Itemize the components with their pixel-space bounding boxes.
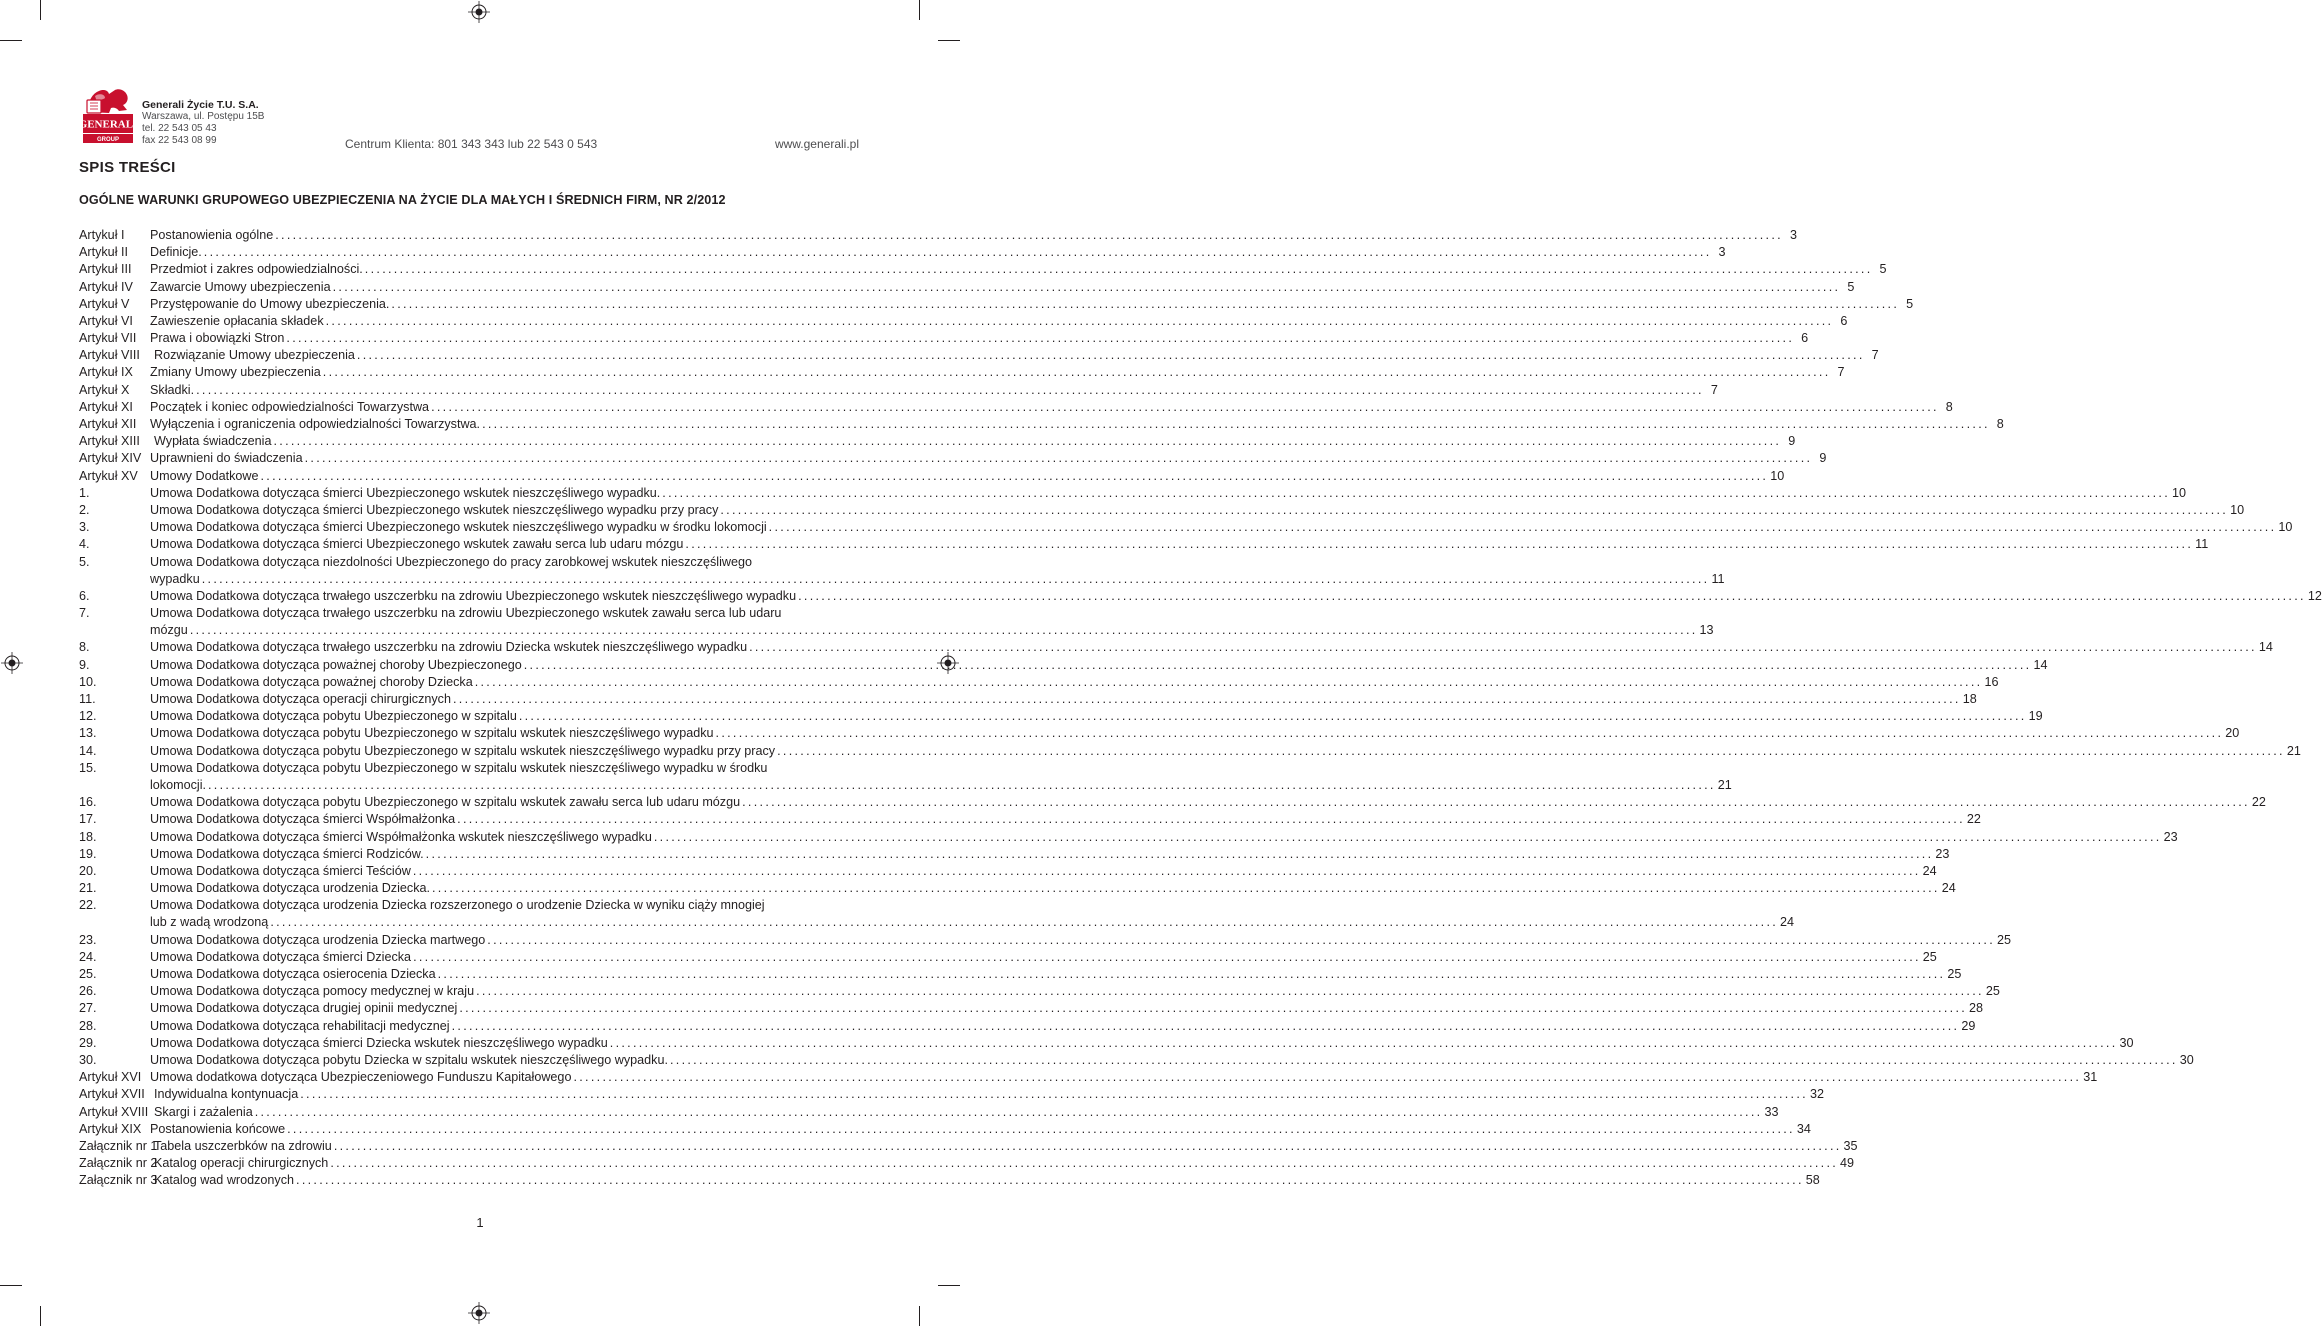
toc-entry-title: Umowa dodatkowa dotycząca Ubezpieczeniowego Funduszu Kapitałowego <box>150 1070 572 1085</box>
toc-entry-page: 11 <box>2195 537 2209 552</box>
toc-entry-number: Załącznik nr 1 <box>79 1138 158 1153</box>
toc-dot-leader: .................................................................................................................................................................................................................................................................... <box>364 262 1873 277</box>
toc-entry-title: Umowa Dodatkowa dotycząca pobytu Ubezpieczonego w szpitalu wskutek nieszczęśliwego wypadku <box>150 726 714 741</box>
toc-entry-page: 16 <box>1984 674 1999 689</box>
toc-entry-title: Umowa Dodatkowa dotycząca śmierci Ubezpieczonego wskutek nieszczęśliwego wypadku. <box>150 485 661 500</box>
toc-dot-leader: .................................................................................................................................................................................................................................................................... <box>432 881 1940 896</box>
toc-dot-leader: .................................................................................................................................................................................................................................................................... <box>296 1173 1804 1188</box>
toc-dot-leader: .................................................................................................................................................................................................................................................................... <box>487 932 1996 947</box>
page-header <box>79 86 859 156</box>
toc-entry-page: 11 <box>1711 571 1725 586</box>
toc-entry[interactable] <box>79 708 2043 725</box>
toc-entry-number: 28. <box>79 1018 97 1033</box>
toc-entry-page: 3 <box>1789 227 1797 242</box>
toc-entry-number: 27. <box>79 1001 97 1016</box>
toc-entry-page: 18 <box>1962 692 1977 707</box>
toc-entry-page: 10 <box>1770 468 1785 483</box>
toc-entry-number: 19. <box>79 846 97 861</box>
toc-entry[interactable] <box>79 347 1879 364</box>
toc-entry-page: 13 <box>1699 623 1714 638</box>
toc-dot-leader: .................................................................................................................................................................................................................................................................... <box>254 1104 1763 1119</box>
toc-dot-leader: .................................................................................................................................................................................................................................................................... <box>196 382 1704 397</box>
toc-entry-number: 9. <box>79 657 90 672</box>
toc-entry-title: Umowa Dodatkowa dotycząca urodzenia Dziecka rozszerzonego o urodzenie Dziecka w wyniku ciąży mnogiej <box>150 898 765 913</box>
toc-entry[interactable] <box>79 485 2187 502</box>
toc-entry-title: Definicje. <box>150 245 202 260</box>
toc-entry-heading[interactable] <box>79 605 859 622</box>
toc-entry-heading[interactable] <box>79 897 859 914</box>
toc-entry-title: Prawa i obowiązki Stron <box>150 331 285 346</box>
toc-dot-leader: .................................................................................................................................................................................................................................................................... <box>474 674 1983 689</box>
toc-entry-number: Artykuł I <box>79 227 125 242</box>
toc-entry[interactable] <box>79 640 2273 657</box>
toc-entry-title: Przedmiot i zakres odpowiedzialności. <box>150 262 363 277</box>
toc-entry-page: 10 <box>2172 485 2187 500</box>
section-title: SPIS TREŚCI <box>79 159 176 176</box>
toc-entry-number: 10. <box>79 674 97 689</box>
toc-entry-number: Artykuł XV <box>79 468 138 483</box>
toc-entry[interactable] <box>79 399 1953 416</box>
toc-entry[interactable] <box>79 536 2209 553</box>
toc-entry[interactable] <box>79 296 1914 313</box>
toc-entry[interactable] <box>79 450 1827 467</box>
toc-entry-title: Umowa Dodatkowa dotycząca pomocy medycznej w kraju <box>150 984 475 999</box>
toc-entry-number: 29. <box>79 1035 97 1050</box>
toc-entry-title: Zawarcie Umowy ubezpieczenia <box>150 279 331 294</box>
toc-entry-title: Umowa Dodatkowa dotycząca urodzenia Dziecka. <box>150 881 430 896</box>
company-name: Generali Życie T.U. S.A. <box>142 99 259 111</box>
toc-entry-title: Katalog operacji chirurgicznych <box>154 1156 329 1171</box>
website-link[interactable]: www.generali.pl <box>774 137 859 151</box>
toc-entry[interactable] <box>79 1121 1811 1138</box>
toc-entry-title: Umowa Dodatkowa dotycząca poważnej choroby Dziecka <box>150 674 473 689</box>
toc-entry-number: Artykuł XIV <box>79 451 142 466</box>
toc-entry-number: 12. <box>79 709 97 724</box>
toc-entry-page: 24 <box>1780 915 1795 930</box>
toc-entry-number: 13. <box>79 726 97 741</box>
toc-entry-page: 25 <box>1947 967 1962 982</box>
toc-entry-number: 17. <box>79 812 97 827</box>
registration-mark-top <box>468 1 490 23</box>
toc-entry-page: 32 <box>1809 1087 1824 1102</box>
toc-entry-title: lokomocji. <box>150 777 206 792</box>
toc-entry-title: Zawieszenie opłacania składek <box>150 313 324 328</box>
toc-entry[interactable] <box>79 657 2048 674</box>
toc-entry-page: 25 <box>1922 949 1937 964</box>
toc-entry-title: Umowa Dodatkowa dotycząca śmierci Współmałżonka <box>150 812 456 827</box>
toc-entry-number: 15. <box>79 760 97 775</box>
toc-entry-number: 1. <box>79 485 90 500</box>
toc-entry-number: 23. <box>79 932 97 947</box>
toc-entry-page: 30 <box>2179 1052 2194 1067</box>
toc-entry-title: Umowa Dodatkowa dotycząca pobytu Dziecka w szpitalu wskutek nieszczęśliwego wypadku. <box>150 1052 668 1067</box>
toc-entry[interactable] <box>79 382 1718 399</box>
toc-entry-page: 21 <box>2286 743 2301 758</box>
toc-entry-page: 7 <box>1710 382 1718 397</box>
logo-subtext: GROUP <box>96 137 120 143</box>
toc-entry-title: Umowa Dodatkowa dotycząca niezdolności Ubezpieczonego do pracy zarobkowej wskutek nieszczęśliwego <box>150 554 753 569</box>
toc-entry-number: Artykuł VI <box>79 313 133 328</box>
toc-entry-page: 23 <box>1935 846 1950 861</box>
toc-entry-number: 25. <box>79 967 97 982</box>
toc-entry-title: Indywidualna kontynuacja <box>154 1087 299 1102</box>
toc-entry[interactable] <box>79 313 1848 330</box>
toc-entry-title: Umowa Dodatkowa dotycząca drugiej opinii medycznej <box>150 1001 458 1016</box>
company-tel: tel. 22 543 05 43 <box>142 123 217 134</box>
toc-entry-title: Umowa Dodatkowa dotycząca śmierci Teściów <box>150 863 411 878</box>
toc-entry-title: mózgu <box>150 623 188 638</box>
crop-mark <box>40 1306 41 1326</box>
toc-entry-number: Artykuł II <box>79 245 128 260</box>
toc-dot-leader: .................................................................................................................................................................................................................................................................... <box>412 863 1921 878</box>
toc-entry-title: Umowy Dodatkowe <box>150 468 259 483</box>
toc-entry[interactable] <box>79 1086 1824 1103</box>
toc-entry-number: 4. <box>79 537 90 552</box>
toc-dot-leader: .................................................................................................................................................................................................................................................................... <box>287 1121 1795 1136</box>
toc-dot-leader: .................................................................................................................................................................................................................................................................... <box>777 743 2285 758</box>
toc-dot-leader: .................................................................................................................................................................................................................................................................... <box>523 657 2032 672</box>
crop-mark <box>0 40 22 41</box>
toc-dot-leader: .................................................................................................................................................................................................................................................................... <box>332 279 1841 294</box>
toc-entry[interactable] <box>79 1000 1984 1017</box>
toc-dot-leader: .................................................................................................................................................................................................................................................................... <box>391 296 1900 311</box>
toc-dot-leader: .................................................................................................................................................................................................................................................................... <box>300 1087 1808 1102</box>
toc-entry-number: 30. <box>79 1052 97 1067</box>
toc-entry-number: Artykuł X <box>79 382 130 397</box>
toc-dot-leader: .................................................................................................................................................................................................................................................................... <box>304 451 1813 466</box>
toc-entry[interactable] <box>79 880 1956 897</box>
toc-entry[interactable] <box>79 1069 2098 1086</box>
toc-entry-page: 8 <box>1996 417 2004 432</box>
toc-dot-leader: .................................................................................................................................................................................................................................................................... <box>669 1052 2178 1067</box>
toc-dot-leader: .................................................................................................................................................................................................................................................................... <box>437 967 1946 982</box>
toc-entry-number: 21. <box>79 881 97 896</box>
toc-entry-title: Umowa Dodatkowa dotycząca śmierci Ubezpieczonego wskutek nieszczęśliwego wypadku w środku lokomocji <box>150 520 767 535</box>
toc-entry-page: 10 <box>2230 502 2245 517</box>
toc-entry[interactable] <box>79 330 1809 347</box>
toc-entry-number: Artykuł VIII <box>79 348 140 363</box>
toc-entry-title: Umowa Dodatkowa dotycząca śmierci Dziecka <box>150 949 412 964</box>
toc-entry-title: Umowa Dodatkowa dotycząca rehabilitacji medycznej <box>150 1018 450 1033</box>
toc-entry-title: Umowa Dodatkowa dotycząca trwałego uszczerbku na zdrowiu Dziecka wskutek nieszczęśliwego wypadku <box>150 640 748 655</box>
toc-entry-page: 28 <box>1969 1001 1984 1016</box>
toc-entry[interactable] <box>79 1018 1976 1035</box>
toc-entry[interactable] <box>79 863 1937 880</box>
toc-entry[interactable] <box>79 588 2322 605</box>
toc-dot-leader: .................................................................................................................................................................................................................................................................... <box>482 417 1990 432</box>
toc-entry-number: 2. <box>79 502 90 517</box>
toc-entry-number: Artykuł III <box>79 262 132 277</box>
toc-dot-leader: .................................................................................................................................................................................................................................................................... <box>270 915 1779 930</box>
table-of-contents <box>79 227 2322 1190</box>
toc-entry-number: Artykuł IX <box>79 365 133 380</box>
toc-entry[interactable] <box>79 829 2178 846</box>
toc-entry[interactable] <box>79 244 1726 261</box>
toc-entry-page: 58 <box>1805 1173 1820 1188</box>
logo-text: GENERALI <box>78 118 138 131</box>
toc-entry-number: Artykuł XII <box>79 417 137 432</box>
toc-entry-title: Umowa Dodatkowa dotycząca śmierci Ubezpieczonego wskutek nieszczęśliwego wypadku przy pracy <box>150 502 719 517</box>
toc-dot-leader: .................................................................................................................................................................................................................................................................... <box>459 1001 1968 1016</box>
toc-dot-leader: .................................................................................................................................................................................................................................................................... <box>431 399 1939 414</box>
toc-entry[interactable] <box>79 1138 1858 1155</box>
toc-entry-page: 23 <box>2163 829 2178 844</box>
company-address: Warszawa, ul. Postępu 15B <box>142 111 265 122</box>
toc-entry-title: Uprawnieni do świadczenia <box>150 451 303 466</box>
toc-entry-page: 22 <box>2251 795 2266 810</box>
toc-dot-leader: .................................................................................................................................................................................................................................................................... <box>286 331 1795 346</box>
toc-entry[interactable] <box>79 811 1981 828</box>
toc-entry-title: Katalog wad wrodzonych <box>154 1173 295 1188</box>
toc-dot-leader: .................................................................................................................................................................................................................................................................... <box>720 502 2229 517</box>
toc-entry-title: Przystępowanie do Umowy ubezpieczenia. <box>150 296 390 311</box>
toc-entry-title: lub z wadą wrodzoną <box>150 915 269 930</box>
toc-entry[interactable] <box>79 743 2301 760</box>
toc-entry-title: Tabela uszczerbków na zdrowiu <box>154 1138 332 1153</box>
toc-entry-number: 7. <box>79 606 90 621</box>
toc-entry-page: 5 <box>1879 262 1887 277</box>
toc-dot-leader: .................................................................................................................................................................................................................................................................... <box>208 777 1716 792</box>
toc-dot-leader: .................................................................................................................................................................................................................................................................... <box>685 537 2194 552</box>
toc-dot-leader: .................................................................................................................................................................................................................................................................... <box>452 692 1961 707</box>
toc-dot-leader: .................................................................................................................................................................................................................................................................... <box>768 520 2277 535</box>
toc-dot-leader: .................................................................................................................................................................................................................................................................... <box>275 227 1783 242</box>
generali-lion-logo-icon <box>78 86 138 148</box>
toc-entry[interactable] <box>79 949 1937 966</box>
toc-entry[interactable] <box>79 433 1796 450</box>
toc-entry-number: 24. <box>79 949 97 964</box>
toc-entry-page: 5 <box>1847 279 1855 294</box>
toc-entry-title: Umowa Dodatkowa dotycząca osierocenia Dziecka <box>150 967 436 982</box>
toc-dot-leader: .................................................................................................................................................................................................................................................................... <box>798 588 2306 603</box>
toc-entry-number: Artykuł XVI <box>79 1070 142 1085</box>
toc-entry-number: 16. <box>79 795 97 810</box>
toc-entry[interactable] <box>79 468 1785 485</box>
toc-entry[interactable] <box>79 966 1962 983</box>
toc-entry-title: Wyłączenia i ograniczenia odpowiedzialności Towarzystwa. <box>150 417 481 432</box>
toc-entry-title: Umowa Dodatkowa dotycząca śmierci Współmałżonka wskutek nieszczęśliwego wypadku <box>150 829 652 844</box>
contact-center: Centrum Klienta: 801 343 343 lub 22 543 0 543 <box>345 137 598 151</box>
toc-entry[interactable] <box>79 1155 1855 1172</box>
toc-entry[interactable] <box>79 261 1887 278</box>
toc-dot-leader: .................................................................................................................................................................................................................................................................... <box>333 1138 1842 1153</box>
toc-entry-page: 24 <box>1922 863 1937 878</box>
toc-entry[interactable] <box>79 622 1714 639</box>
crop-mark <box>919 0 920 20</box>
toc-entry-title: Umowa Dodatkowa dotycząca pobytu Ubezpieczonego w szpitalu wskutek nieszczęśliwego wypadku w środku <box>150 760 768 775</box>
toc-entry-page: 14 <box>2033 657 2048 672</box>
toc-dot-leader: .................................................................................................................................................................................................................................................................... <box>518 709 2027 724</box>
document-title: OGÓLNE WARUNKI GRUPOWEGO UBEZPIECZENIA NA ŻYCIE DLA MAŁYCH I ŚREDNICH FIRM, NR 2/2012 <box>79 193 726 207</box>
toc-entry[interactable] <box>79 365 1845 382</box>
toc-entry-page: 29 <box>1961 1018 1976 1033</box>
toc-entry-number: Artykuł XVII <box>79 1087 145 1102</box>
toc-entry-page: 7 <box>1837 365 1845 380</box>
toc-entry-heading[interactable] <box>79 554 859 571</box>
toc-entry-title: Umowa Dodatkowa dotycząca poważnej choroby Ubezpieczonego <box>150 657 522 672</box>
toc-entry-page: 25 <box>1997 932 2012 947</box>
toc-entry-number: 6. <box>79 588 90 603</box>
toc-entry-page: 12 <box>2307 588 2322 603</box>
toc-entry[interactable] <box>79 1172 1820 1189</box>
toc-entry-number: Załącznik nr 3 <box>79 1173 158 1188</box>
toc-entry[interactable] <box>79 794 2266 811</box>
toc-entry-page: 49 <box>1840 1156 1855 1171</box>
toc-dot-leader: .................................................................................................................................................................................................................................................................... <box>260 468 1769 483</box>
toc-entry-title: Umowa Dodatkowa dotycząca pobytu Ubezpieczonego w szpitalu <box>150 709 517 724</box>
toc-entry-page: 6 <box>1801 331 1809 346</box>
toc-entry-number: 22. <box>79 898 97 913</box>
toc-dot-leader: .................................................................................................................................................................................................................................................................... <box>356 348 1865 363</box>
toc-entry-title: Umowa Dodatkowa dotycząca pobytu Ubezpieczonego w szpitalu wskutek nieszczęśliwego wypadku przy pracy <box>150 743 776 758</box>
toc-entry[interactable] <box>79 1104 1779 1121</box>
toc-entry-title: Umowa Dodatkowa dotycząca trwałego uszczerbku na zdrowiu Ubezpieczonego wskutek zawału serca lub udaru <box>150 606 782 621</box>
toc-entry-number: Artykuł V <box>79 296 130 311</box>
toc-entry-title: Początek i koniec odpowiedzialności Towarzystwa <box>150 399 430 414</box>
crop-mark <box>40 0 41 20</box>
toc-entry[interactable] <box>79 674 1999 691</box>
toc-entry-title: Umowa Dodatkowa dotycząca urodzenia Dziecka martwego <box>150 932 486 947</box>
toc-entry-page: 20 <box>2225 726 2240 741</box>
toc-entry-title: Postanowienia końcowe <box>150 1121 286 1136</box>
toc-dot-leader: .................................................................................................................................................................................................................................................................... <box>325 313 1834 328</box>
toc-entry[interactable] <box>79 777 1732 794</box>
toc-dot-leader: .................................................................................................................................................................................................................................................................... <box>201 571 1710 586</box>
toc-dot-leader: .................................................................................................................................................................................................................................................................... <box>653 829 2162 844</box>
toc-dot-leader: .................................................................................................................................................................................................................................................................... <box>413 949 1921 964</box>
crop-mark <box>919 1306 920 1326</box>
toc-entry-number: Artykuł VII <box>79 331 137 346</box>
toc-entry[interactable] <box>79 571 1725 588</box>
toc-entry-title: Umowa Dodatkowa dotycząca śmierci Rodziców. <box>150 846 424 861</box>
toc-entry-title: Umowa Dodatkowa dotycząca śmierci Ubezpieczonego wskutek zawału serca lub udaru mózgu <box>150 537 684 552</box>
toc-entry[interactable] <box>79 519 2293 536</box>
toc-entry-page: 14 <box>2258 640 2273 655</box>
toc-entry-number: 20. <box>79 863 97 878</box>
toc-entry-number: Artykuł XVIII <box>79 1104 149 1119</box>
toc-entry-number: 3. <box>79 520 90 535</box>
toc-entry-page: 33 <box>1764 1104 1779 1119</box>
company-info <box>142 99 264 147</box>
toc-entry-page: 34 <box>1796 1121 1811 1136</box>
toc-entry[interactable] <box>79 416 2004 433</box>
toc-entry-number: Artykuł XIX <box>79 1121 142 1136</box>
toc-entry-title: Umowa Dodatkowa dotycząca operacji chirurgicznych <box>150 692 451 707</box>
toc-dot-leader: .................................................................................................................................................................................................................................................................... <box>189 623 1698 638</box>
toc-dot-leader: .................................................................................................................................................................................................................................................................... <box>476 984 1984 999</box>
toc-entry-number: 5. <box>79 554 90 569</box>
page-number: 1 <box>476 1215 484 1230</box>
toc-dot-leader: .................................................................................................................................................................................................................................................................... <box>273 434 1782 449</box>
toc-entry-number: Załącznik nr 2 <box>79 1156 158 1171</box>
toc-entry[interactable] <box>79 502 2245 519</box>
toc-entry-number: Artykuł XI <box>79 399 133 414</box>
toc-dot-leader: .................................................................................................................................................................................................................................................................... <box>742 795 2250 810</box>
toc-entry-number: Artykuł XIII <box>79 434 140 449</box>
toc-entry-title: Umowa Dodatkowa dotycząca śmierci Dziecka wskutek nieszczęśliwego wypadku <box>150 1035 608 1050</box>
crop-mark <box>938 40 960 41</box>
toc-dot-leader: .................................................................................................................................................................................................................................................................... <box>322 365 1831 380</box>
toc-entry-title: wypadku <box>150 571 200 586</box>
toc-dot-leader: .................................................................................................................................................................................................................................................................... <box>425 846 1934 861</box>
toc-entry-title: Wypłata świadczenia <box>154 434 272 449</box>
toc-entry-page: 8 <box>1945 399 1953 414</box>
toc-entry-number: 14. <box>79 743 97 758</box>
toc-entry[interactable] <box>79 279 1855 296</box>
toc-dot-leader: .................................................................................................................................................................................................................................................................... <box>662 485 2171 500</box>
toc-entry[interactable] <box>79 846 1950 863</box>
toc-dot-leader: .................................................................................................................................................................................................................................................................... <box>573 1070 2082 1085</box>
toc-dot-leader: .................................................................................................................................................................................................................................................................... <box>715 726 2224 741</box>
toc-entry-page: 5 <box>1906 296 1914 311</box>
registration-mark-left <box>1 652 23 674</box>
toc-entry-page: 9 <box>1819 451 1827 466</box>
toc-entry-page: 31 <box>2083 1070 2098 1085</box>
toc-entry-page: 24 <box>1941 881 1956 896</box>
toc-entry-page: 35 <box>1843 1138 1858 1153</box>
toc-entry-page: 25 <box>1985 984 2000 999</box>
crop-mark <box>938 1285 960 1286</box>
toc-entry-page: 22 <box>1966 812 1981 827</box>
toc-dot-leader: .................................................................................................................................................................................................................................................................... <box>457 812 1965 827</box>
toc-entry-page: 9 <box>1788 434 1796 449</box>
toc-entry[interactable] <box>79 932 2012 949</box>
crop-mark <box>0 1285 22 1286</box>
toc-entry-title: Postanowienia ogólne <box>150 227 274 242</box>
toc-entry[interactable] <box>79 1035 2134 1052</box>
toc-entry-title: Umowa Dodatkowa dotycząca trwałego uszczerbku na zdrowiu Ubezpieczonego wskutek nieszczęśliwego wypadku <box>150 588 797 603</box>
toc-entry-page: 3 <box>1718 245 1726 260</box>
toc-entry-number: 11. <box>79 692 96 707</box>
toc-entry-number: 26. <box>79 984 97 999</box>
registration-mark-bottom <box>468 1302 490 1324</box>
toc-dot-leader: .................................................................................................................................................................................................................................................................... <box>451 1018 1960 1033</box>
toc-entry-title: Rozwiązanie Umowy ubezpieczenia <box>154 348 355 363</box>
toc-entry-page: 21 <box>1717 777 1732 792</box>
toc-entry-number: Artykuł IV <box>79 279 133 294</box>
toc-entry-page: 6 <box>1840 313 1848 328</box>
toc-entry[interactable] <box>79 983 2000 1000</box>
toc-entry-page: 7 <box>1871 348 1879 363</box>
toc-entry-title: Zmiany Umowy ubezpieczenia <box>150 365 321 380</box>
toc-entry-number: 18. <box>79 829 97 844</box>
toc-entry-title: Umowa Dodatkowa dotycząca pobytu Ubezpieczonego w szpitalu wskutek zawału serca lub udaru mózgu <box>150 795 741 810</box>
toc-entry-page: 30 <box>2119 1035 2134 1050</box>
toc-dot-leader: .................................................................................................................................................................................................................................................................... <box>609 1035 2118 1050</box>
toc-entry[interactable] <box>79 1052 2194 1069</box>
toc-entry-heading[interactable] <box>79 760 859 777</box>
company-fax: fax 22 543 08 99 <box>142 135 217 146</box>
toc-entry[interactable] <box>79 691 1977 708</box>
toc-dot-leader: .................................................................................................................................................................................................................................................................... <box>330 1156 1839 1171</box>
toc-entry-title: Skargi i zażalenia <box>154 1104 253 1119</box>
toc-entry-page: 10 <box>2278 520 2293 535</box>
toc-entry[interactable] <box>79 227 1797 244</box>
toc-entry-number: 8. <box>79 640 90 655</box>
toc-dot-leader: .................................................................................................................................................................................................................................................................... <box>203 245 1712 260</box>
toc-entry-page: 19 <box>2028 709 2043 724</box>
toc-entry-title: Składki. <box>150 382 195 397</box>
toc-entry[interactable] <box>79 725 2240 742</box>
toc-entry[interactable] <box>79 915 1795 932</box>
toc-dot-leader: .................................................................................................................................................................................................................................................................... <box>749 640 2257 655</box>
